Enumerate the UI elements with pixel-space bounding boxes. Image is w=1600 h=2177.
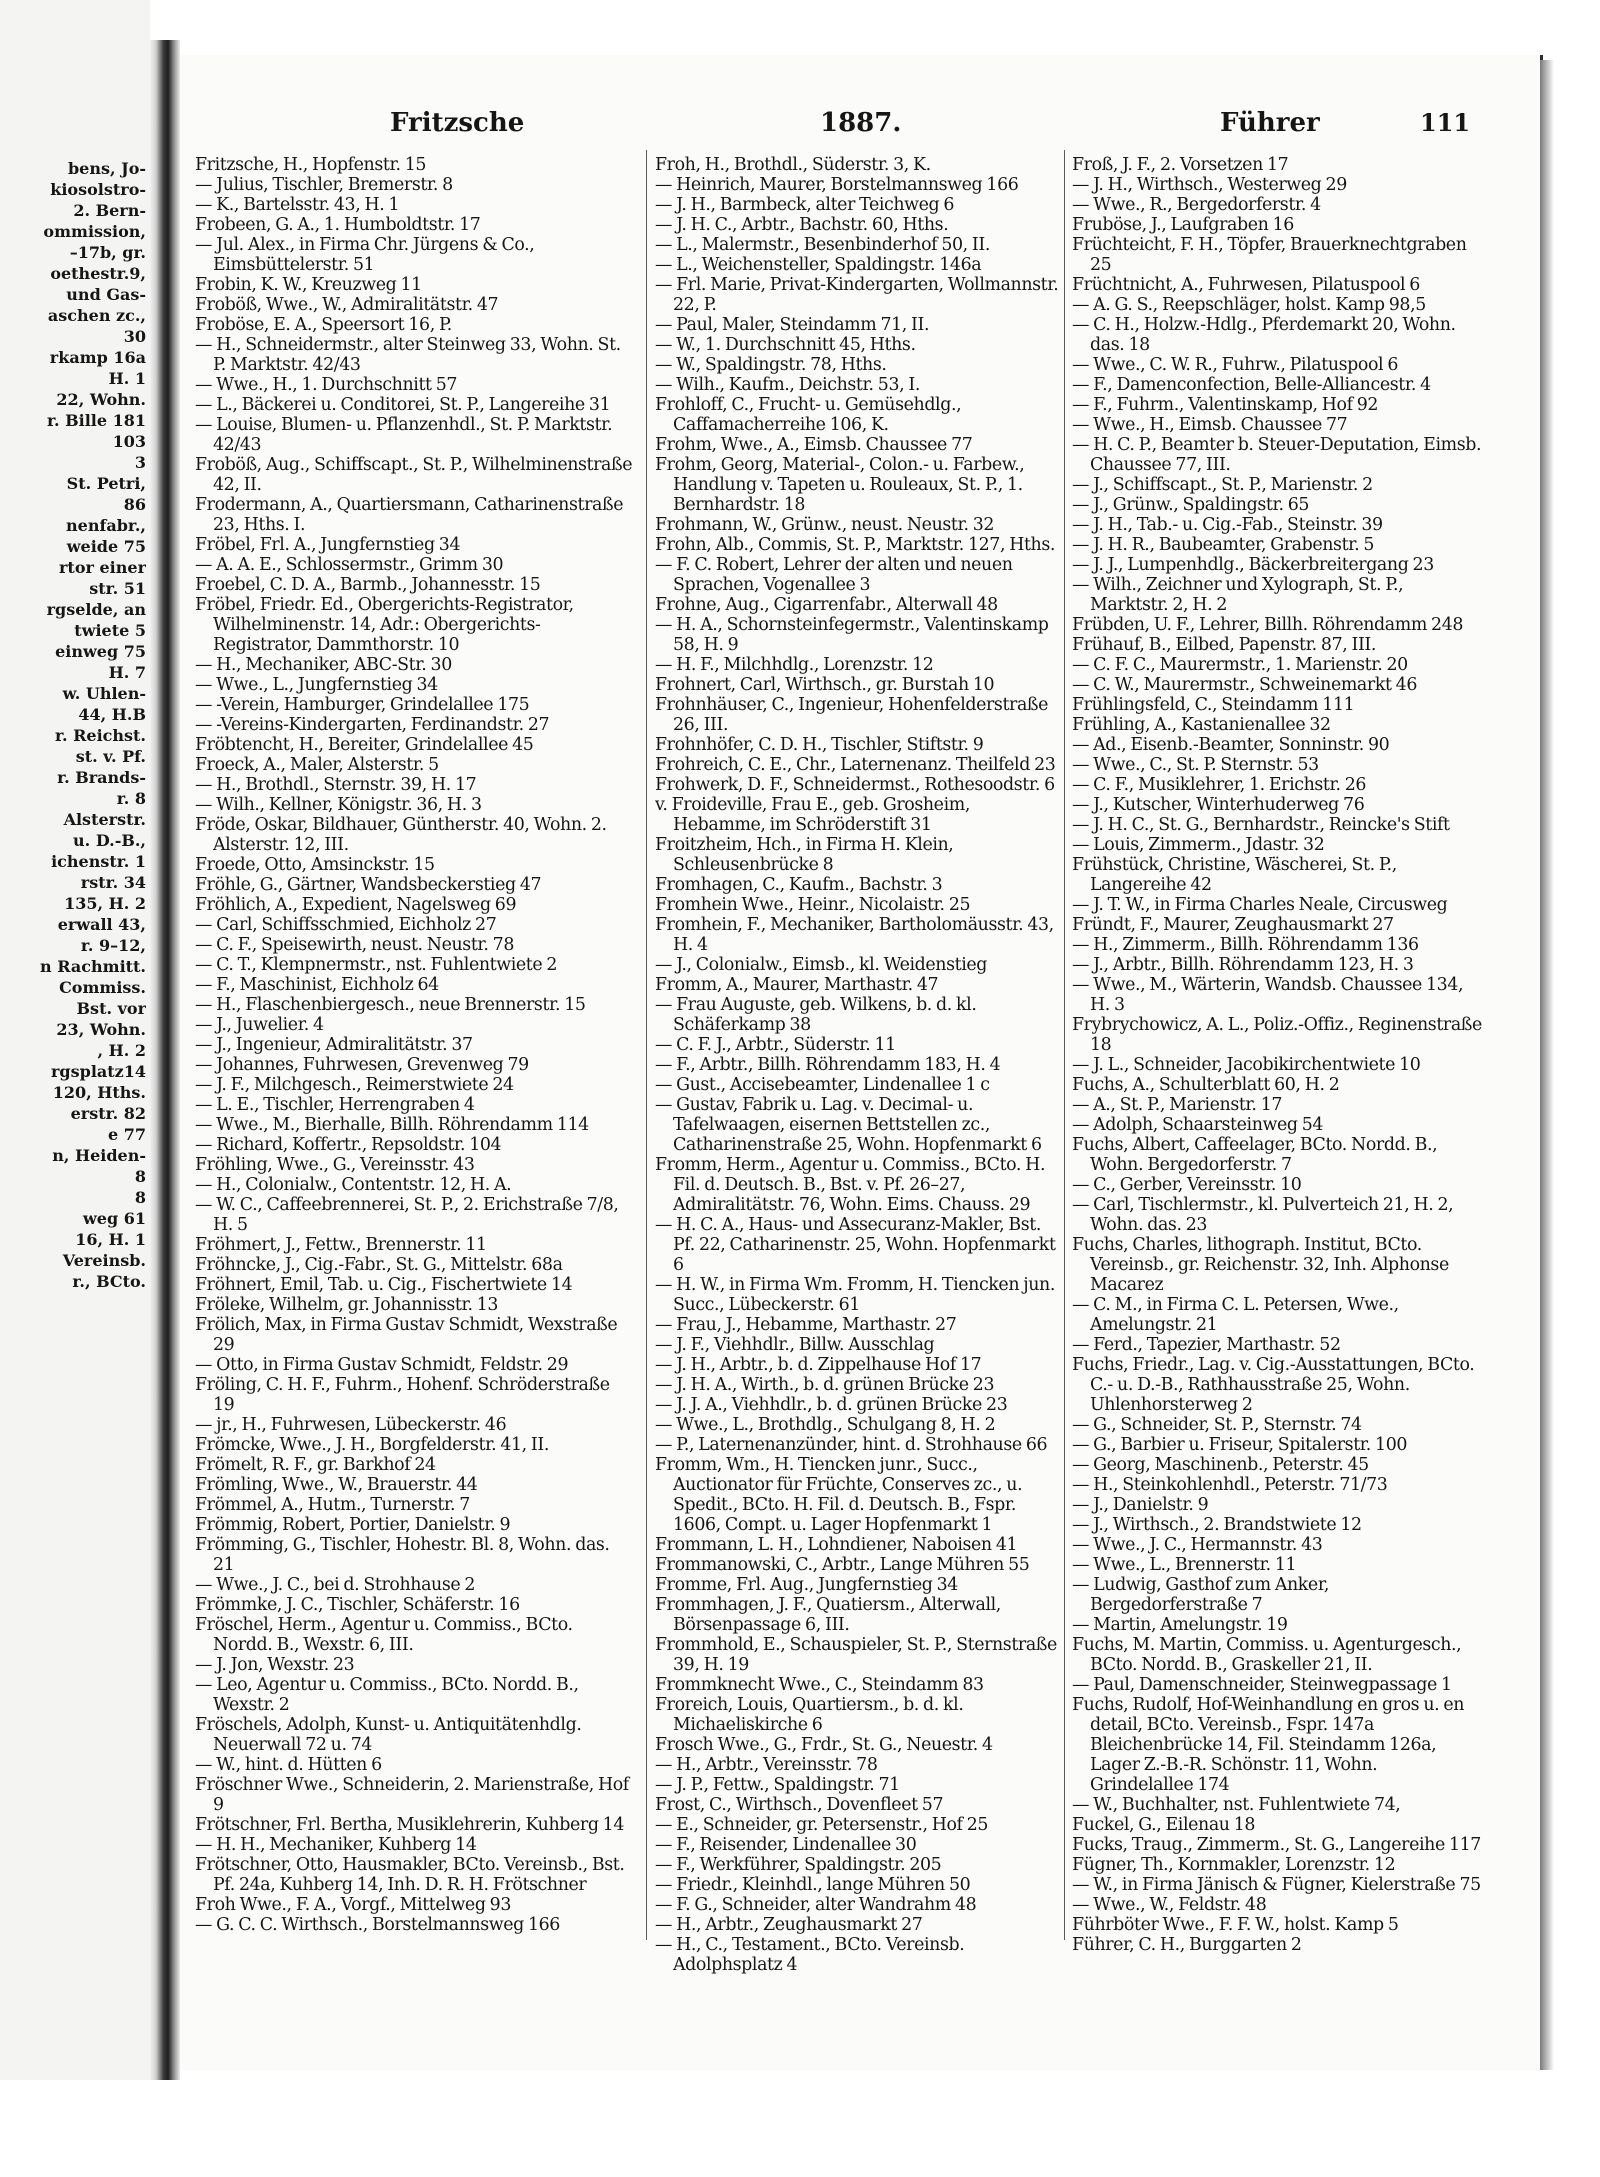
- directory-entry: — H. F., Milchhdlg., Lorenzstr. 12: [655, 655, 934, 675]
- previous-page-fragment: rgselde, an: [46, 600, 146, 619]
- previous-page-fragment: oethestr.9,: [50, 264, 146, 283]
- directory-entry: Fröschels, Adolph, Kunst- u. Antiquitätenhdlg. Neuerwall 72 u. 74: [195, 1715, 582, 1755]
- directory-entry: Frömming, G., Tischler, Hohestr. Bl. 8, Wohn. das. 21: [195, 1535, 610, 1575]
- previous-page-fragment: r., BCto.: [72, 1272, 146, 1291]
- directory-entry: Fröschel, Herm., Agentur u. Commiss., BCto. Nordd. B., Wexstr. 6, III.: [195, 1615, 573, 1655]
- column-rule: [1064, 150, 1065, 1940]
- directory-entry: — W. C., Caffeebrennerei, St. P., 2. Erichstraße 7/8, H. 5: [195, 1195, 619, 1235]
- directory-entry: — H. H., Mechaniker, Kuhberg 14: [195, 1835, 477, 1855]
- directory-entry: Frömcke, Wwe., J. H., Borgfelderstr. 41, II.: [195, 1435, 549, 1455]
- directory-entry: — Wwe., M., Bierhalle, Billh. Röhrendamm 114: [195, 1115, 589, 1135]
- right-running-head: Führer: [1220, 108, 1320, 138]
- directory-entry: Froh Wwe., F. A., Vorgf., Mittelweg 93: [195, 1895, 512, 1915]
- previous-page-fragment: 8: [134, 1188, 146, 1207]
- previous-page-fragment: kiosolstro-: [50, 180, 146, 199]
- directory-entry: Fuchs, A., Schulterblatt 60, H. 2: [1072, 1075, 1340, 1095]
- directory-entry: Frömling, Wwe., W., Brauerstr. 44: [195, 1475, 478, 1495]
- previous-page-fragment: 8: [134, 1167, 146, 1186]
- directory-entry: — J. H. C., St. G., Bernhardstr., Reincke's Stift: [1072, 815, 1450, 835]
- directory-entry: Fröhling, Wwe., G., Vereinsstr. 43: [195, 1155, 475, 1175]
- directory-entry: — J. H., Wirthsch., Westerweg 29: [1072, 175, 1347, 195]
- previous-page-fragment: 3: [134, 453, 146, 472]
- previous-page-fragment: weg 61: [83, 1209, 146, 1228]
- directory-entry: — Wwe., H., 1. Durchschnitt 57: [195, 375, 458, 395]
- directory-entry: — J. Jon, Wexstr. 23: [195, 1655, 355, 1675]
- directory-entry: Frybrychowicz, A. L., Poliz.-Offiz., Reginenstraße 18: [1072, 1015, 1482, 1055]
- directory-entry: Frobin, K. W., Kreuzweg 11: [195, 275, 422, 295]
- previous-page-fragment: 22, Wohn.: [56, 390, 146, 409]
- previous-page-fragment: einweg 75: [55, 642, 146, 661]
- directory-entry: Frohmann, W., Grünw., neust. Neustr. 32: [655, 515, 995, 535]
- previous-page-fragment: n, Heiden-: [52, 1146, 146, 1165]
- directory-entry: — G., Barbier u. Friseur, Spitalerstr. 100: [1072, 1435, 1408, 1455]
- previous-page-fragment: 120, Hths.: [52, 1083, 146, 1102]
- previous-page-fragment: erwall 43,: [57, 915, 146, 934]
- directory-entry: Früchtnicht, A., Fuhrwesen, Pilatuspool 6: [1072, 275, 1420, 295]
- previous-page-fragment: rgsplatz14: [51, 1062, 146, 1081]
- previous-page-fragment: 30: [123, 327, 146, 346]
- directory-entry: — C. F., Musiklehrer, 1. Erichstr. 26: [1072, 775, 1367, 795]
- directory-entry: Fröling, C. H. F., Fuhrm., Hohenf. Schröderstraße 19: [195, 1375, 610, 1415]
- directory-entry: — F., Reisender, Lindenallee 30: [655, 1835, 917, 1855]
- directory-entry: Fründt, F., Maurer, Zeughausmarkt 27: [1072, 915, 1394, 935]
- directory-entry: — H., Steinkohlenhdl., Peterstr. 71/73: [1072, 1475, 1388, 1495]
- directory-entry: — Wilh., Zeichner und Xylograph, St. P., Marktstr. 2, H. 2: [1072, 575, 1404, 615]
- previous-page-fragment: r. Bille 181: [46, 411, 146, 430]
- directory-entry: — Wilh., Kaufm., Deichstr. 53, I.: [655, 375, 920, 395]
- directory-entry: — C. F. C., Maurermstr., 1. Marienstr. 20: [1072, 655, 1408, 675]
- previous-page-fragment: r. Brands-: [57, 768, 146, 787]
- directory-entry: Frodermann, A., Quartiersmann, Catharinenstraße 23, Hths. I.: [195, 495, 624, 535]
- directory-entry: Fröschner Wwe., Schneiderin, 2. Marienstraße, Hof 9: [195, 1775, 629, 1815]
- directory-entry: Fröbel, Friedr. Ed., Obergerichts-Registrator, Wilhelminenstr. 14, Adr.: Obergerichts-Registrator, Dammthorstr. 10: [195, 595, 574, 655]
- directory-entry: Fröhnert, Emil, Tab. u. Cig., Fischertwiete 14: [195, 1275, 573, 1295]
- year-heading: 1887.: [820, 108, 902, 138]
- directory-entry: — C. W., Maurermstr., Schweinemarkt 46: [1072, 675, 1418, 695]
- directory-entry: — Ludwig, Gasthof zum Anker, Bergedorferstraße 7: [1072, 1575, 1329, 1615]
- directory-entry: — W., in Firma Jänisch & Fügner, Kielerstraße 75: [1072, 1875, 1481, 1895]
- directory-entry: — J., Wirthsch., 2. Brandstwiete 12: [1072, 1515, 1362, 1535]
- directory-entry: Fügner, Th., Kornmakler, Lorenzstr. 12: [1072, 1855, 1396, 1875]
- directory-entry: Fucks, Traug., Zimmerm., St. G., Langereihe 117: [1072, 1835, 1481, 1855]
- directory-entry: — Gustav, Fabrik u. Lag. v. Decimal- u. Tafelwaagen, eisernen Bettstellen zc., Catharinenstraße 25, Wohn. Hopfenmarkt 6: [655, 1095, 1042, 1155]
- previous-page-fragment: st. v. Pf.: [75, 747, 146, 766]
- directory-entry: — J. L., Schneider, Jacobikirchentwiete 10: [1072, 1055, 1421, 1075]
- directory-entry: Fuchs, Friedr., Lag. v. Cig.-Ausstattungen, BCto. C.- u. D.-B., Rathhausstraße 25, Wohn. Uhlenhorsterweg 2: [1072, 1355, 1475, 1415]
- directory-entry: Froböse, E. A., Speersort 16, P.: [195, 315, 452, 335]
- directory-entry: Froböß, Aug., Schiffscapt., St. P., Wilhelminenstraße 42, II.: [195, 455, 633, 495]
- directory-entry: — J. H. C., Arbtr., Bachstr. 60, Hths.: [655, 215, 949, 235]
- previous-page-fragment: u. D.-B.,: [73, 831, 146, 850]
- directory-entry: — Wwe., M., Wärterin, Wandsb. Chaussee 134, H. 3: [1072, 975, 1464, 1015]
- previous-page-fragment: 16, H. 1: [75, 1230, 146, 1249]
- directory-entry: — Richard, Koffertr., Repsoldstr. 104: [195, 1135, 502, 1155]
- directory-entry: — J., Grünw., Spaldingstr. 65: [1072, 495, 1310, 515]
- directory-entry: Frohn, Alb., Commis, St. P., Marktstr. 127, Hths.: [655, 535, 1056, 555]
- directory-entry: — H. C. P., Beamter b. Steuer-Deputation, Eimsb. Chaussee 77, III.: [1072, 435, 1482, 475]
- directory-entry: — J. P., Fettw., Spaldingstr. 71: [655, 1775, 900, 1795]
- previous-page-fragment: 135, H. 2: [64, 894, 146, 913]
- directory-entry: — H., Flaschenbiergesch., neue Brennerstr. 15: [195, 995, 586, 1015]
- directory-entry: — Frl. Marie, Privat-Kindergarten, Wollmannstr. 22, P.: [655, 275, 1059, 315]
- directory-entry: — Otto, in Firma Gustav Schmidt, Feldstr. 29: [195, 1355, 569, 1375]
- previous-page-fragment: n Rachmitt.: [40, 957, 146, 976]
- directory-entry: Frohwerk, D. F., Schneidermst., Rothesoodstr. 6: [655, 775, 1055, 795]
- directory-entry: — Wwe., C., St. P. Sternstr. 53: [1072, 755, 1319, 775]
- directory-entry: Frohnhöfer, C. D. H., Tischler, Stiftstr. 9: [655, 735, 984, 755]
- previous-page-fragment: w. Uhlen-: [62, 684, 146, 703]
- directory-entry: — P., Laternenanzünder, hint. d. Strohhause 66: [655, 1435, 1048, 1455]
- directory-entry: — Leo, Agentur u. Commiss., BCto. Nordd. B., Wexstr. 2: [195, 1675, 579, 1715]
- directory-entry: — Wwe., R., Bergedorferstr. 4: [1072, 195, 1321, 215]
- directory-entry: — Martin, Amelungstr. 19: [1072, 1615, 1288, 1635]
- directory-entry: Frommhold, E., Schauspieler, St. P., Sternstraße 39, H. 19: [655, 1635, 1057, 1675]
- directory-entry: — A. G. S., Reepschläger, holst. Kamp 98,5: [1072, 295, 1426, 315]
- directory-entry: Frommhagen, J. F., Quatiersm., Alterwall, Börsenpassage 6, III.: [655, 1595, 1001, 1635]
- previous-page-fragment: rstr. 34: [80, 873, 146, 892]
- directory-entry: — Julius, Tischler, Bremerstr. 8: [195, 175, 453, 195]
- directory-entry: — F., Werkführer, Spaldingstr. 205: [655, 1855, 942, 1875]
- directory-entry: Fuchs, Rudolf, Hof-Weinhandlung en gros u. en detail, BCto. Vereinsb., Fspr. 147a Bleichenbrücke 14, Fil. Steindamm 126a, Lager Z.-B.-R. Schönstr. 11, Wohn. Grindelallee 174: [1072, 1695, 1465, 1795]
- directory-entry: Frost, C., Wirthsch., Dovenfleet 57: [655, 1795, 944, 1815]
- directory-entry: — Johannes, Fuhrwesen, Grevenweg 79: [195, 1055, 529, 1075]
- directory-entry: Frohne, Aug., Cigarrenfabr., Alterwall 48: [655, 595, 998, 615]
- directory-entry: Fromm, Herm., Agentur u. Commiss., BCto. H. Fil. d. Deutsch. B., Bst. v. Pf. 26–27, Admiralitätstr. 76, Wohn. Eims. Chauss. 29: [655, 1155, 1046, 1215]
- directory-entry: — L., Weichensteller, Spaldingstr. 146a: [655, 255, 982, 275]
- previous-page-fragment: Commiss.: [59, 978, 146, 997]
- directory-entry: — C. M., in Firma C. L. Petersen, Wwe., Amelungstr. 21: [1072, 1295, 1399, 1335]
- directory-entry: — Wwe., H., Eimsb. Chaussee 77: [1072, 415, 1348, 435]
- directory-entry: Froebel, C. D. A., Barmb., Johannesstr. 15: [195, 575, 541, 595]
- directory-entry: Frömmke, J. C., Tischler, Schäferstr. 16: [195, 1595, 520, 1615]
- directory-entry: — Wwe., W., Feldstr. 48: [1072, 1895, 1267, 1915]
- directory-entry: Führböter Wwe., F. F. W., holst. Kamp 5: [1072, 1915, 1399, 1935]
- directory-entry: Fromme, Frl. Aug., Jungfernstieg 34: [655, 1575, 958, 1595]
- directory-entry: Frühlingsfeld, C., Steindamm 111: [1072, 695, 1355, 715]
- directory-entry: Frohnhäuser, C., Ingenieur, Hohenfelderstraße 26, III.: [655, 695, 1049, 735]
- directory-entry: Fromhein Wwe., Heinr., Nicolaistr. 25: [655, 895, 971, 915]
- previous-page-fragment: H. 7: [108, 663, 146, 682]
- directory-entry: — J. H. A., Wirth., b. d. grünen Brücke 23: [655, 1375, 995, 1395]
- previous-page-fragment: , H. 2: [97, 1041, 146, 1060]
- directory-entry: — H., Schneidermstr., alter Steinweg 33, Wohn. St. P. Marktstr. 42/43: [195, 335, 621, 375]
- previous-page-fragment: r. Reichst.: [55, 726, 146, 745]
- directory-entry: Führer, C. H., Burggarten 2: [1072, 1935, 1302, 1955]
- directory-entry: — H., Arbtr., Vereinsstr. 78: [655, 1755, 878, 1775]
- previous-page-fragment: erstr. 82: [70, 1104, 146, 1123]
- directory-entry: — Frau Auguste, geb. Wilkens, b. d. kl. Schäferkamp 38: [655, 995, 977, 1035]
- directory-entry: Frobeen, G. A., 1. Humboldtstr. 17: [195, 215, 481, 235]
- directory-entry: Frühauf, B., Eilbed, Papenstr. 87, III.: [1072, 635, 1377, 655]
- directory-entry: Fröleke, Wilhelm, gr. Johannisstr. 13: [195, 1295, 499, 1315]
- directory-entry: — Wwe., L., Jungfernstieg 34: [195, 675, 438, 695]
- directory-entry: — Wwe., L., Brennerstr. 11: [1072, 1555, 1297, 1575]
- directory-entry: Fröhmert, J., Fettw., Brennerstr. 11: [195, 1235, 487, 1255]
- directory-entry: — Wilh., Kellner, Königstr. 36, H. 3: [195, 795, 482, 815]
- directory-entry: — E., Schneider, gr. Petersenstr., Hof 25: [655, 1815, 989, 1835]
- directory-entry: — H., Brothdl., Sternstr. 39, H. 17: [195, 775, 477, 795]
- directory-entry: — H. C. A., Haus- und Assecuranz-Makler, Bst. Pf. 22, Catharinenstr. 25, Wohn. Hopfenmarkt 6: [655, 1215, 1056, 1275]
- directory-entry: Frosch Wwe., G., Frdr., St. G., Neuestr. 4: [655, 1735, 993, 1755]
- previous-page-fragment: bens, Jo-: [67, 159, 146, 178]
- directory-entry: Fritzsche, H., Hopfenstr. 15: [195, 155, 427, 175]
- directory-entry: Früchteicht, F. H., Töpfer, Brauerknechtgraben 25: [1072, 235, 1467, 275]
- directory-entry: Fromm, A., Maurer, Marthastr. 47: [655, 975, 939, 995]
- directory-entry: Froeck, A., Maler, Alsterstr. 5: [195, 755, 439, 775]
- previous-page-edge: [0, 0, 150, 2080]
- directory-entry: — J., Arbtr., Billh. Röhrendamm 123, H. 3: [1072, 955, 1414, 975]
- directory-entry: Fuchs, Albert, Caffeelager, BCto. Nordd. B., Wohn. Bergedorferstr. 7: [1072, 1135, 1438, 1175]
- previous-page-fragment: 103: [112, 432, 146, 451]
- directory-entry: — W., Buchhalter, nst. Fuhlentwiete 74,: [1072, 1795, 1401, 1815]
- page-number: 111: [1420, 108, 1471, 137]
- page-edge-shadow: [1540, 60, 1554, 2070]
- directory-entry: — F., Maschinist, Eichholz 64: [195, 975, 439, 995]
- previous-page-fragment: Bst. vor: [76, 999, 146, 1018]
- directory-entry: — Carl, Schiffsschmied, Eichholz 27: [195, 915, 497, 935]
- previous-page-fragment: r. 9–12,: [80, 936, 146, 955]
- directory-entry: — J., Colonialw., Eimsb., kl. Weidenstieg: [655, 955, 988, 975]
- directory-entry: — C. F. J., Arbtr., Süderstr. 11: [655, 1035, 896, 1055]
- directory-entry: Fromm, Wm., H. Tiencken junr., Succ., Auctionator für Früchte, Conserves zc., u. Spedit., BCto. H. Fil. d. Deutsch. B., Fspr. 1606, Compt. u. Lager Hopfenmarkt 1: [655, 1455, 1023, 1535]
- previous-page-fragment: ichenstr. 1: [51, 852, 146, 871]
- previous-page-fragment: 86: [123, 495, 146, 514]
- previous-page-fragment: 44, H.B: [78, 705, 146, 724]
- directory-entry: Frömmel, A., Hutm., Turnerstr. 7: [195, 1495, 470, 1515]
- directory-entry: Fromhein, F., Mechaniker, Bartholomäusstr. 43, H. 4: [655, 915, 1054, 955]
- directory-entry: — A. A. E., Schlossermstr., Grimm 30: [195, 555, 504, 575]
- directory-column-1: [195, 155, 635, 1935]
- directory-entry: Fröhncke, J., Cig.-Fabr., St. G., Mittelstr. 68a: [195, 1255, 563, 1275]
- directory-entry: — J. F., Viehhdlr., Billw. Ausschlag: [655, 1335, 935, 1355]
- directory-entry: Frötschner, Otto, Hausmakler, BCto. Vereinsb., Bst. Pf. 24a, Kuhberg 14, Inh. D. R. H. Frötschner: [195, 1855, 625, 1895]
- previous-page-fragment: str. 51: [89, 579, 146, 598]
- directory-column-2: [655, 155, 1060, 1975]
- directory-entry: Frommanowski, C., Arbtr., Lange Mühren 55: [655, 1555, 1030, 1575]
- directory-entry: — J. H., Arbtr., b. d. Zippelhause Hof 17: [655, 1355, 982, 1375]
- directory-entry: Froh, H., Brothdl., Süderstr. 3, K.: [655, 155, 931, 175]
- directory-entry: Frohreich, C. E., Chr., Laternenanz. Theilfeld 23: [655, 755, 1056, 775]
- directory-entry: — Adolph, Schaarsteinweg 54: [1072, 1115, 1324, 1135]
- directory-entry: — J. H. R., Baubeamter, Grabenstr. 5: [1072, 535, 1375, 555]
- directory-entry: Froitzheim, Hch., in Firma H. Klein, Schleusenbrücke 8: [655, 835, 954, 875]
- previous-page-fragment: rtor einer: [59, 558, 146, 577]
- directory-entry: — Friedr., Kleinhdl., lange Mühren 50: [655, 1875, 971, 1895]
- directory-entry: — W., 1. Durchschnitt 45, Hths.: [655, 335, 916, 355]
- directory-entry: — H., Zimmerm., Billh. Röhrendamm 136: [1072, 935, 1419, 955]
- directory-entry: — H. W., in Firma Wm. Fromm, H. Tiencken jun. Succ., Lübeckerstr. 61: [655, 1275, 1055, 1315]
- directory-entry: — Paul, Damenschneider, Steinwegpassage 1: [1072, 1675, 1452, 1695]
- directory-entry: — Ferd., Tapezier, Marthastr. 52: [1072, 1335, 1341, 1355]
- previous-page-fragment: 23, Wohn.: [56, 1020, 146, 1039]
- directory-entry: — Wwe., J. C., Hermannstr. 43: [1072, 1535, 1323, 1555]
- directory-entry: — C., Gerber, Vereinsstr. 10: [1072, 1175, 1302, 1195]
- directory-entry: — J., Kutscher, Winterhuderweg 76: [1072, 795, 1365, 815]
- directory-entry: — G., Schneider, St. P., Sternstr. 74: [1072, 1415, 1362, 1435]
- directory-entry: — J. F., Milchgesch., Reimerstwiete 24: [195, 1075, 514, 1095]
- directory-entry: Frommknecht Wwe., C., Steindamm 83: [655, 1675, 984, 1695]
- previous-page-fragment: rkamp 16a: [49, 348, 146, 367]
- directory-entry: — J., Juwelier. 4: [195, 1015, 324, 1035]
- directory-entry: Froböß, Wwe., W., Admiralitätstr. 47: [195, 295, 499, 315]
- directory-entry: — Wwe., C. W. R., Fuhrw., Pilatuspool 6: [1072, 355, 1398, 375]
- directory-entry: — Georg, Maschinenb., Peterstr. 45: [1072, 1455, 1369, 1475]
- previous-page-fragment: twiete 5: [74, 621, 146, 640]
- directory-entry: Fuchs, Charles, lithograph. Institut, BCto. Vereinsb., gr. Reichenstr. 32, Inh. Alphonse Macarez: [1072, 1235, 1449, 1295]
- directory-entry: — -Verein, Hamburger, Grindelallee 175: [195, 695, 530, 715]
- directory-entry: — H., C., Testament., BCto. Vereinsb. Adolphsplatz 4: [655, 1935, 965, 1975]
- directory-entry: Frohloff, C., Frucht- u. Gemüsehdlg., Caffamacherreihe 106, K.: [655, 395, 962, 435]
- directory-entry: — jr., H., Fuhrwesen, Lübeckerstr. 46: [195, 1415, 507, 1435]
- directory-entry: Frühling, A., Kastanienallee 32: [1072, 715, 1331, 735]
- directory-entry: — Wwe., J. C., bei d. Strohhause 2: [195, 1575, 476, 1595]
- directory-entry: — F., Damenconfection, Belle-Alliancestr. 4: [1072, 375, 1431, 395]
- directory-entry: — Louise, Blumen- u. Pflanzenhdl., St. P. Marktstr. 42/43: [195, 415, 613, 455]
- directory-entry: — Jul. Alex., in Firma Chr. Jürgens & Co., Eimsbüttelerstr. 51: [195, 235, 535, 275]
- left-running-head: Fritzsche: [390, 108, 525, 138]
- directory-entry: — J., Ingenieur, Admiralitätstr. 37: [195, 1035, 473, 1055]
- directory-entry: — A., St. P., Marienstr. 17: [1072, 1095, 1283, 1115]
- directory-entry: — Wwe., L., Brothdlg., Schulgang 8, H. 2: [655, 1415, 996, 1435]
- book-binding: [150, 40, 180, 2080]
- directory-entry: — J. T. W., in Firma Charles Neale, Circusweg: [1072, 895, 1448, 915]
- directory-entry: — L. E., Tischler, Herrengraben 4: [195, 1095, 475, 1115]
- directory-entry: Froß, J. F., 2. Vorsetzen 17: [1072, 155, 1289, 175]
- directory-entry: Froede, Otto, Amsinckstr. 15: [195, 855, 435, 875]
- directory-entry: Frömelt, R. F., gr. Barkhof 24: [195, 1455, 436, 1475]
- directory-entry: — J., Schiffscapt., St. P., Marienstr. 2: [1072, 475, 1373, 495]
- directory-entry: Frommann, L. H., Lohndiener, Naboisen 41: [655, 1535, 1018, 1555]
- previous-page-fragment: weide 75: [66, 537, 146, 556]
- directory-entry: — L., Malermstr., Besenbinderhof 50, II.: [655, 235, 990, 255]
- directory-entry: Fröhle, G., Gärtner, Wandsbeckerstieg 47: [195, 875, 542, 895]
- directory-entry: — Louis, Zimmerm., Jdastr. 32: [1072, 835, 1325, 855]
- directory-entry: — C. T., Klempnermstr., nst. Fuhlentwiete 2: [195, 955, 558, 975]
- previous-page-fragment: ommission,: [43, 222, 146, 241]
- directory-entry: Frohm, Georg, Material-, Colon.- u. Farbew., Handlung v. Tapeten u. Rouleaux, St. P., 1. Bernhardstr. 18: [655, 455, 1025, 515]
- directory-entry: — J., Danielstr. 9: [1072, 1495, 1209, 1515]
- previous-page-fragments: [6, 158, 146, 1292]
- directory-entry: — G. C. C. Wirthsch., Borstelmannsweg 166: [195, 1915, 560, 1935]
- directory-entry: Fuchs, M. Martin, Commiss. u. Agenturgesch., BCto. Nordd. B., Graskeller 21, II.: [1072, 1635, 1462, 1675]
- directory-entry: Fuckel, G., Eilenau 18: [1072, 1815, 1256, 1835]
- directory-entry: Fröhlich, A., Expedient, Nagelsweg 69: [195, 895, 517, 915]
- directory-entry: Frömmig, Robert, Portier, Danielstr. 9: [195, 1515, 511, 1535]
- directory-entry: Froreich, Louis, Quartiersm., b. d. kl. Michaeliskirche 6: [655, 1695, 964, 1735]
- previous-page-fragment: nenfabr.,: [66, 516, 146, 535]
- directory-entry: — J. H., Tab.- u. Cig.-Fab., Steinstr. 39: [1072, 515, 1383, 535]
- column-rule: [646, 150, 647, 1940]
- previous-page-fragment: e 77: [107, 1125, 146, 1144]
- directory-entry: Fruböse, J., Laufgraben 16: [1072, 215, 1294, 235]
- directory-entry: — H. A., Schornsteinfegermstr., Valentinskamp 58, H. 9: [655, 615, 1049, 655]
- directory-entry: Fromhagen, C., Kaufm., Bachstr. 3: [655, 875, 943, 895]
- previous-page-fragment: –17b, gr.: [69, 243, 146, 262]
- directory-entry: — F. G., Schneider, alter Wandrahm 48: [655, 1895, 977, 1915]
- directory-entry: — W., Spaldingstr. 78, Hths.: [655, 355, 887, 375]
- directory-entry: Frötschner, Frl. Bertha, Musiklehrerin, Kuhberg 14: [195, 1815, 625, 1835]
- directory-column-3: [1072, 155, 1484, 1955]
- directory-entry: Fröbel, Frl. A., Jungfernstieg 34: [195, 535, 461, 555]
- directory-entry: — J. H., Barmbeck, alter Teichweg 6: [655, 195, 955, 215]
- directory-entry: Frohm, Wwe., A., Eimsb. Chaussee 77: [655, 435, 973, 455]
- previous-page-fragment: aschen zc.,: [47, 306, 146, 325]
- directory-entry: Frohnert, Carl, Wirthsch., gr. Burstah 10: [655, 675, 995, 695]
- previous-page-fragment: und Gas-: [66, 285, 146, 304]
- directory-entry: — Carl, Tischlermstr., kl. Pulverteich 21, H. 2, Wohn. das. 23: [1072, 1195, 1454, 1235]
- directory-entry: Fröde, Oskar, Bildhauer, Güntherstr. 40, Wohn. 2. Alsterstr. 12, III.: [195, 815, 607, 855]
- directory-entry: — F., Fuhrm., Valentinskamp, Hof 92: [1072, 395, 1379, 415]
- directory-entry: — F. C. Robert, Lehrer der alten und neuen Sprachen, Vogenallee 3: [655, 555, 1013, 595]
- directory-entry: — K., Bartelsstr. 43, H. 1: [195, 195, 400, 215]
- directory-entry: Frölich, Max, in Firma Gustav Schmidt, Wexstraße 29: [195, 1315, 618, 1355]
- previous-page-fragment: H. 1: [108, 369, 146, 388]
- previous-page-fragment: Vereinsb.: [62, 1251, 146, 1270]
- directory-entry: — Gust., Accisebeamter, Lindenallee 1 c: [655, 1075, 990, 1095]
- directory-entry: — J. J. A., Viehhdlr., b. d. grünen Brücke 23: [655, 1395, 1008, 1415]
- previous-page-fragment: St. Petri,: [66, 474, 146, 493]
- directory-entry: — C. F., Speisewirth, neust. Neustr. 78: [195, 935, 514, 955]
- directory-entry: Frühstück, Christine, Wäscherei, St. P., Langereihe 42: [1072, 855, 1397, 895]
- directory-entry: Fröbtencht, H., Bereiter, Grindelallee 45: [195, 735, 534, 755]
- directory-entry: — Heinrich, Maurer, Borstelmannsweg 166: [655, 175, 1019, 195]
- directory-entry: — L., Bäckerei u. Conditorei, St. P., Langereihe 31: [195, 395, 611, 415]
- directory-entry: — W., hint. d. Hütten 6: [195, 1755, 382, 1775]
- directory-entry: — Ad., Eisenb.-Beamter, Sonninstr. 90: [1072, 735, 1390, 755]
- directory-entry: — Frau, J., Hebamme, Marthastr. 27: [655, 1315, 957, 1335]
- directory-entry: — C. H., Holzw.-Hdlg., Pferdemarkt 20, Wohn. das. 18: [1072, 315, 1456, 355]
- previous-page-fragment: Alsterstr.: [63, 810, 146, 829]
- directory-entry: — H., Arbtr., Zeughausmarkt 27: [655, 1915, 923, 1935]
- directory-entry: — H., Colonialw., Contentstr. 12, H. A.: [195, 1175, 512, 1195]
- directory-entry: — H., Mechaniker, ABC-Str. 30: [195, 655, 452, 675]
- directory-entry: — J. J., Lumpenhdlg., Bäckerbreitergang 23: [1072, 555, 1434, 575]
- directory-entry: v. Froideville, Frau E., geb. Grosheim, Hebamme, im Schröderstift 31: [655, 795, 970, 835]
- previous-page-fragment: 2. Bern-: [73, 201, 146, 220]
- directory-entry: — F., Arbtr., Billh. Röhrendamm 183, H. 4: [655, 1055, 1001, 1075]
- directory-entry: Frübden, U. F., Lehrer, Billh. Röhrendamm 248: [1072, 615, 1464, 635]
- page-header: [390, 108, 1471, 148]
- directory-entry: — Paul, Maler, Steindamm 71, II.: [655, 315, 930, 335]
- previous-page-fragment: r. 8: [116, 789, 146, 808]
- directory-entry: — -Vereins-Kindergarten, Ferdinandstr. 27: [195, 715, 550, 735]
